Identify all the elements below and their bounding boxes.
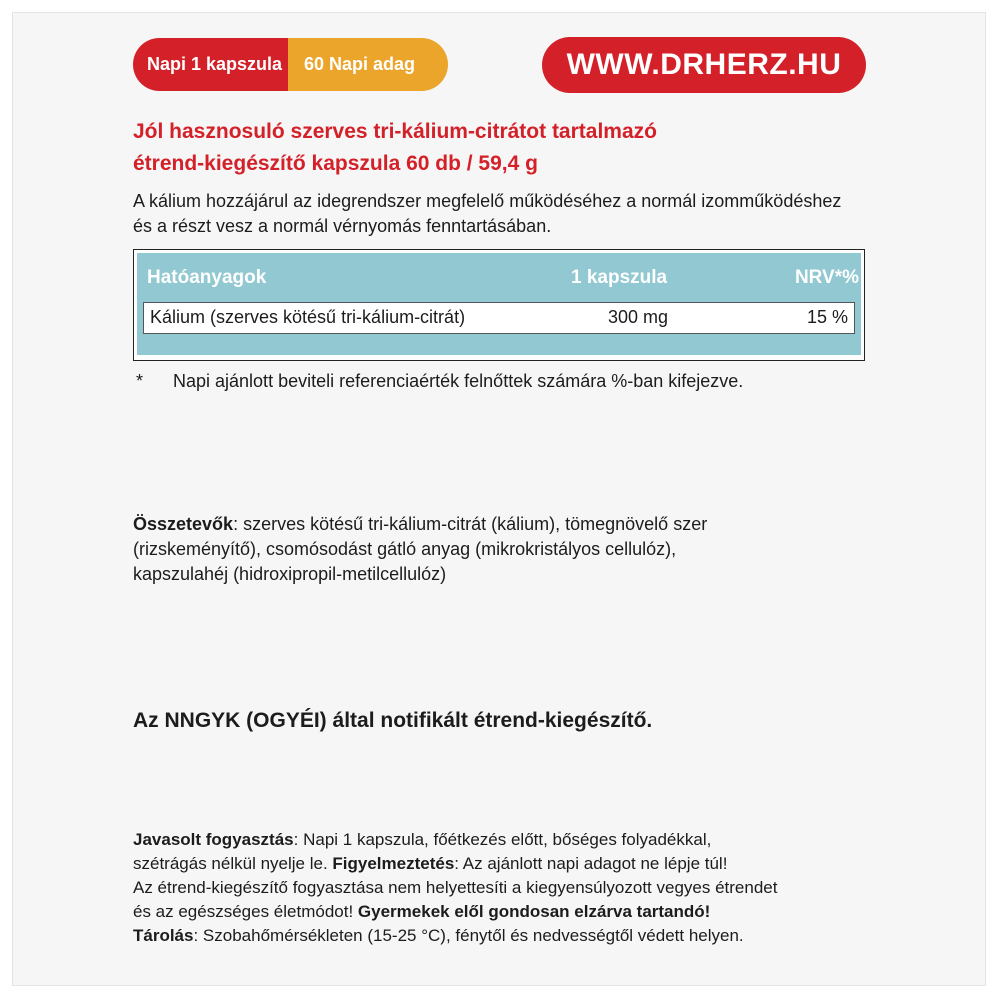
storage-text: : Szobahőmérsékleten (15-25 °C), fénytől és nedvességtől védett helyen. [193, 926, 744, 945]
nutrition-table-header [137, 253, 861, 302]
health-claim [133, 189, 873, 239]
storage-label: Tárolás [133, 926, 194, 945]
table-row [143, 302, 855, 334]
ingredients-text: kapszulahéj (hidroxipropil-metilcellulóz) [133, 564, 447, 584]
ingredients-label: Összetevők [133, 514, 234, 534]
footnote-text: Napi ajánlott beviteli referenciaérték felnőttek számára %-ban kifejezve. [173, 371, 744, 391]
usage-label: Javasolt fogyasztás [133, 830, 294, 849]
usage-section [133, 828, 873, 948]
nutrition-table [133, 249, 865, 361]
usage-text: Az étrend-kiegészítő fogyasztása nem helyettesíti a kiegyensúlyozott vegyes étrendet [133, 878, 778, 897]
ingredients-text: (rizskeményítő), csomósodást gátló anyag (mikrokristályos cellulóz), [133, 539, 677, 559]
health-claim-line: A kálium hozzájárul az idegrendszer megfelelő működéséhez a normál izomműködéshez [133, 191, 842, 211]
warning-label: Figyelmeztetés [332, 854, 455, 873]
nrv-footnote [136, 371, 743, 392]
nrv-cell: 15 % [806, 307, 848, 327]
usage-text: : Napi 1 kapszula, főétkezés előtt, bőséges folyadékkal, [293, 830, 712, 849]
usage-text: szétrágás nélkül nyelje le. [133, 854, 333, 873]
daily-dose-badge: Napi 1 kapszula [133, 38, 288, 91]
header-active-ingredients: Hatóanyagok [147, 267, 267, 288]
amount-cell: 300 mg [608, 307, 669, 327]
warning-text: : Az ajánlott napi adagot ne lépje túl! [454, 854, 728, 873]
product-title-line: Jól hasznosuló szerves tri-kálium-citrátot tartalmazó [133, 120, 657, 143]
header-per-capsule: 1 kapszula [571, 267, 668, 288]
website-badge[interactable]: WWW.DRHERZ.HU [542, 37, 866, 93]
footnote-marker: * [136, 371, 144, 391]
children-warning: Gyermekek elől gondosan elzárva tartandó! [357, 902, 711, 921]
ingredients-text: : szerves kötésű tri-kálium-citrát (kálium), tömegnövelő szer [233, 514, 708, 534]
badge-group [133, 38, 448, 91]
ingredient-name-cell: Kálium (szerves kötésű tri-kálium-citrát) [150, 307, 466, 327]
ingredients-section [133, 512, 873, 587]
notification-statement: Az NNGYK (OGYÉI) által notifikált étrend-kiegészítő. [133, 709, 653, 732]
servings-badge: 60 Napi adag [288, 38, 448, 91]
product-title [133, 116, 873, 180]
usage-text: és az egészséges életmódot! [133, 902, 358, 921]
product-title-line: étrend-kiegészítő kapszula 60 db / 59,4 g [133, 152, 538, 175]
health-claim-line: és a részt vesz a normál vérnyomás fenntartásában. [133, 216, 552, 236]
header-nrv: NRV*% [794, 267, 859, 288]
